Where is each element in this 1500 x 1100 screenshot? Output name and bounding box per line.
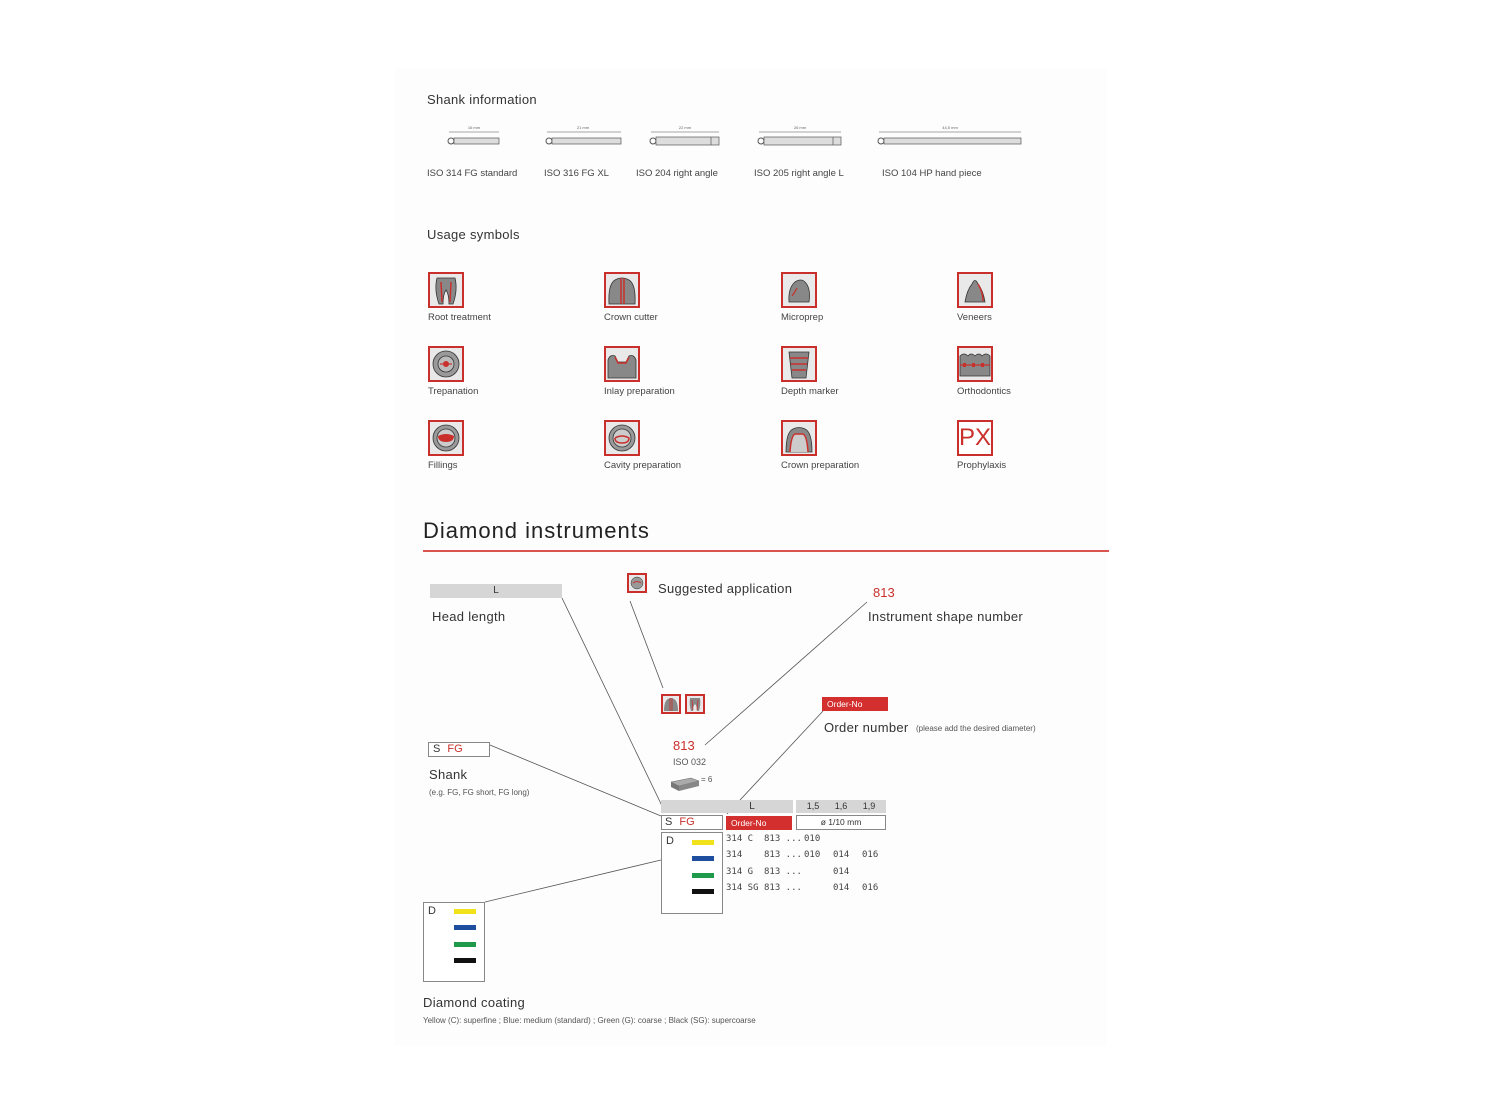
shank-label-2: ISO 316 FG XL: [544, 168, 609, 179]
shank-label-5: ISO 104 HP hand piece: [882, 168, 982, 179]
coating-chip-yellow: [692, 840, 714, 845]
legend-chip-yellow: [454, 909, 476, 914]
shank-section-title: Shank information: [427, 92, 537, 107]
diamond-coating-note: Yellow (C): superfine ; Blue: medium (standard) ; Green (G): coarse ; Black (SG): supercoarse: [423, 1016, 756, 1025]
coating-legend-box: D: [423, 902, 485, 982]
coating-chip-blue: [692, 856, 714, 861]
diameter-header: 1,5 1,6 1,9: [796, 800, 886, 813]
diamond-coating-label: Diamond coating: [423, 995, 526, 1010]
svg-text:21 mm: 21 mm: [576, 125, 590, 130]
table-row: 314 813 ... 010 014 016: [726, 850, 879, 860]
pack-icon: [669, 774, 703, 797]
shank-note: (e.g. FG, FG short, FG long): [429, 788, 530, 797]
table-order-no: Order-No: [726, 816, 792, 830]
table-coating-column: D: [661, 832, 723, 914]
legend-chip-black: [454, 958, 476, 963]
prophylaxis-icon: PX: [957, 420, 993, 456]
shank-label: Shank: [429, 767, 468, 782]
svg-text:16 mm: 16 mm: [467, 125, 481, 130]
suggested-application-icon: [627, 573, 647, 593]
table-row: 314 G 813 ... 014: [726, 867, 850, 877]
crown-cutter-icon: [661, 694, 681, 714]
shank-box: S FG: [428, 742, 490, 757]
connector-lines: [395, 68, 1107, 1046]
shape-number: 813: [873, 585, 895, 600]
shank-label-1: ISO 314 FG standard: [427, 168, 518, 179]
diamond-instruments-title: Diamond instruments: [423, 518, 650, 543]
legend-chip-green: [454, 942, 476, 947]
coating-chip-black: [692, 889, 714, 894]
svg-text:22 mm: 22 mm: [678, 125, 692, 130]
head-length-bar: L: [430, 584, 562, 598]
usage-section-title: Usage symbols: [427, 227, 520, 242]
catalog-page: Shank information 16 mm ISO 314 FG standard 21 mm ISO 316 FG XL 22 mm ISO 204 right angle 26 mm ISO 205 right angle L 44,5 mm ISO 104 HP hand piece Usage symbols Root treatment Crown cutter Microprep Veneers Trepanation Inlay preparation Depth marker Orthodontics Fillings Cavity preparation Crown preparation PX Prophylaxis Diamond instruments L Head length Suggested application 813 Instrument shape number Order-No Order number (please add the desired diameter) S FG Shank (e.g. FG, FG short, FG long) 813 ISO 032 = 6 L 1,5 1,6 1,9 S FG Order-No ø 1/10 mm D 314 C 813 ... 010 314 813 ... 010 014 016 314 G 813 ... 014 314 SG 813 ... 014 016 D Diamond coating Yellow (C): superfine ; Blue: medium (standard) ; Green (G): coarse ; Black (SG): supercoarse: [395, 68, 1107, 1046]
coating-chip-green: [692, 873, 714, 878]
shape-number-label: Instrument shape number: [868, 609, 1024, 624]
instrument-number: 813: [673, 738, 695, 753]
legend-chip-blue: [454, 925, 476, 930]
table-shank-box: S FG: [661, 815, 723, 830]
shank-label-4: ISO 205 right angle L: [754, 168, 844, 179]
pack-quantity: = 6: [701, 775, 713, 784]
head-length-label: Head length: [432, 609, 506, 624]
order-number-label: Order number: [824, 720, 909, 735]
table-l-bar: L: [661, 800, 793, 813]
svg-text:44,5 mm: 44,5 mm: [942, 125, 958, 130]
table-row: 314 SG 813 ... 014 016: [726, 883, 879, 893]
table-unit: ø 1/10 mm: [796, 815, 886, 830]
suggested-application-label: Suggested application: [658, 581, 793, 596]
shank-label-3: ISO 204 right angle: [636, 168, 718, 179]
iso-number: ISO 032: [673, 757, 707, 767]
table-row: 314 C 813 ... 010: [726, 834, 821, 844]
svg-text:26 mm: 26 mm: [793, 125, 807, 130]
order-no-box: Order-No: [822, 697, 888, 711]
order-number-note: (please add the desired diameter): [916, 724, 1036, 733]
root-treatment-icon: [685, 694, 705, 714]
